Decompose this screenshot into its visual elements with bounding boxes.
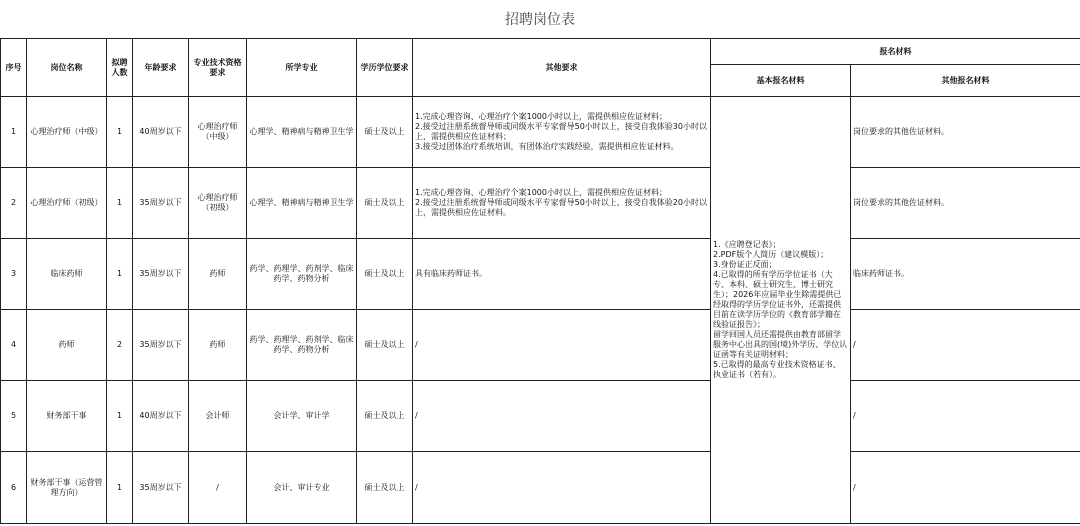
cell-extra: 临床药师证书。 — [851, 239, 1080, 310]
cell-no: 4 — [1, 310, 27, 381]
cell-count: 1 — [107, 239, 133, 310]
cell-qualification: 心理治疗师（中级） — [189, 97, 247, 168]
table-row — [1, 310, 1080, 381]
cell-qualification: / — [189, 452, 247, 524]
header-other: 其他要求 — [413, 39, 711, 97]
cell-age: 35周岁以下 — [133, 239, 189, 310]
cell-qualification: 心理治疗师（初级） — [189, 168, 247, 239]
cell-age: 40周岁以下 — [133, 97, 189, 168]
other-line: / — [415, 482, 418, 492]
cell-position: 财务部干事 — [27, 381, 107, 452]
table-row — [1, 381, 1080, 452]
cell-no: 5 — [1, 381, 27, 452]
basic-line: 1.《应聘登记表》； — [713, 240, 781, 249]
other-line: 1.完成心理咨询、心理治疗个案1000小时以上，需提供相应佐证材料； — [415, 112, 667, 121]
header-age: 年龄要求 — [133, 39, 189, 97]
header-degree: 学历学位要求 — [357, 39, 413, 97]
cell-qualification: 药师 — [189, 310, 247, 381]
basic-line: 留学回国人员还需提供由教育部留学服务中心出具的国(境)外学历、学位认证函等有关证明材料； — [713, 330, 848, 359]
cell-count: 2 — [107, 310, 133, 381]
cell-basic-materials — [711, 97, 851, 524]
other-line: 2.接受过注册系统督导师或同级水平专家督导50小时以上，接受自我体验30小时以上，需提供相应佐证材料； — [415, 122, 707, 141]
basic-line: 4.已取得的所有学历学位证书（大专、本科、硕士研究生、博士研究生）；2026年应届毕业生除需提供已经取得的学历学位证书外，还需提供目前在读学历学位的《教育部学籍在线验证报告》； — [713, 270, 842, 329]
cell-major: 药学、药理学、药剂学、临床药学、药物分析 — [247, 310, 357, 381]
cell-major: 心理学、精神病与精神卫生学 — [247, 168, 357, 239]
cell-other — [413, 452, 711, 524]
cell-position: 心理治疗师（中级） — [27, 97, 107, 168]
cell-extra: / — [851, 310, 1080, 381]
other-line: / — [415, 340, 418, 349]
basic-line: 2.PDF版个人简历（建议模版）； — [713, 250, 829, 259]
header-qualification: 专业技术资格要求 — [189, 39, 247, 97]
cell-no: 6 — [1, 452, 27, 524]
other-line: 2.接受过注册系统督导师或同级水平专家督导50小时以上，接受自我体验20小时以上，需提供相应佐证材料。 — [415, 198, 707, 217]
header-materials: 报名材料 — [711, 39, 1080, 65]
cell-qualification: 药师 — [189, 239, 247, 310]
cell-major: 会计学、审计学 — [247, 381, 357, 452]
other-line: 1.完成心理咨询、心理治疗个案1000小时以上，需提供相应佐证材料； — [415, 188, 667, 197]
cell-no: 1 — [1, 97, 27, 168]
cell-degree: 硕士及以上 — [357, 97, 413, 168]
cell-age: 35周岁以下 — [133, 452, 189, 524]
table-row — [1, 97, 1080, 168]
table-title: 招聘岗位表 — [505, 12, 575, 28]
header-position: 岗位名称 — [27, 39, 107, 97]
cell-other — [413, 310, 711, 381]
cell-position: 药师 — [27, 310, 107, 381]
cell-degree: 硕士及以上 — [357, 452, 413, 524]
table-row — [1, 239, 1080, 310]
cell-extra: 岗位要求的其他佐证材料。 — [851, 168, 1080, 239]
recruitment-table — [0, 38, 1080, 524]
cell-other — [413, 239, 711, 310]
cell-other — [413, 97, 711, 168]
cell-count: 1 — [107, 97, 133, 168]
cell-qualification: 会计师 — [189, 381, 247, 452]
cell-extra: / — [851, 381, 1080, 452]
cell-position: 临床药师 — [27, 239, 107, 310]
cell-extra: 岗位要求的其他佐证材料。 — [851, 97, 1080, 168]
cell-count: 1 — [107, 168, 133, 239]
cell-age: 35周岁以下 — [133, 168, 189, 239]
cell-extra: / — [851, 452, 1080, 524]
other-line: / — [415, 411, 418, 420]
cell-degree: 硕士及以上 — [357, 310, 413, 381]
cell-other — [413, 168, 711, 239]
cell-degree: 硕士及以上 — [357, 168, 413, 239]
cell-degree: 硕士及以上 — [357, 239, 413, 310]
basic-line: 3.身份证正反面； — [713, 260, 777, 269]
cell-major: 会计、审计专业 — [247, 452, 357, 524]
header-major: 所学专业 — [247, 39, 357, 97]
header-no: 序号 — [1, 39, 27, 97]
cell-count: 1 — [107, 452, 133, 524]
cell-no: 2 — [1, 168, 27, 239]
cell-position: 心理治疗师（初级） — [27, 168, 107, 239]
cell-age: 40周岁以下 — [133, 381, 189, 452]
other-line: 具有临床药师证书。 — [415, 269, 487, 278]
cell-age: 35周岁以下 — [133, 310, 189, 381]
header-count: 拟聘人数 — [107, 39, 133, 97]
header-extra-materials: 其他报名材料 — [851, 65, 1080, 97]
cell-count: 1 — [107, 381, 133, 452]
other-line: 3.接受过团体治疗系统培训，有团体治疗实践经验，需提供相应佐证材料。 — [415, 142, 679, 151]
table-row — [1, 168, 1080, 239]
cell-major: 心理学、精神病与精神卫生学 — [247, 97, 357, 168]
cell-degree: 硕士及以上 — [357, 381, 413, 452]
cell-position: 财务部干事（运营管理方向） — [27, 452, 107, 524]
table-row — [1, 452, 1080, 524]
basic-line: 5.已取得的最高专业技术资格证书、执业证书（若有）。 — [713, 360, 841, 379]
cell-no: 3 — [1, 239, 27, 310]
header-basic-materials: 基本报名材料 — [711, 65, 851, 97]
cell-major: 药学、药理学、药剂学、临床药学、药物分析 — [247, 239, 357, 310]
cell-other — [413, 381, 711, 452]
